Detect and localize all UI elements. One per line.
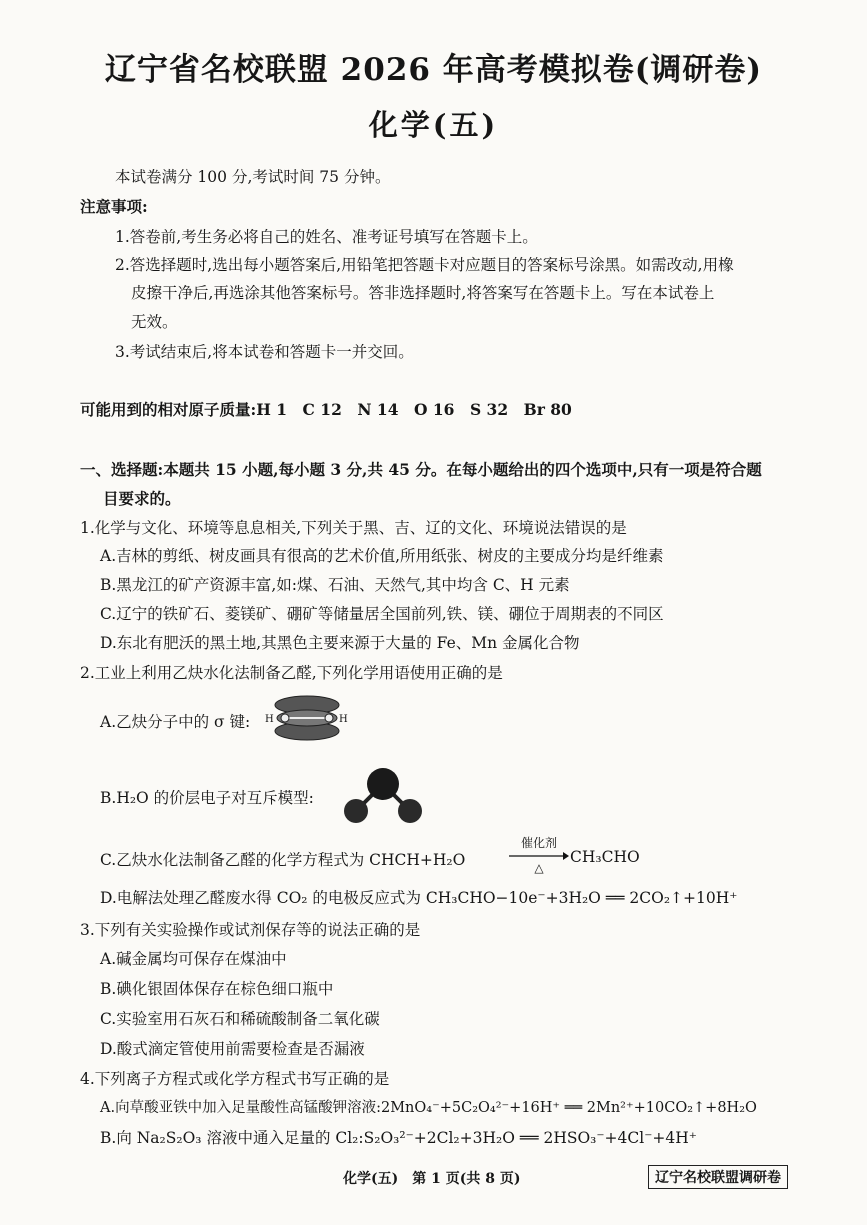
q1-option-c: C.辽宁的铁矿石、菱镁矿、硼矿等储量居全国前列,铁、镁、硼位于周期表的不同区 [100,605,664,623]
exam-intro: 本试卷满分 100 分,考试时间 75 分钟。 [115,168,391,186]
q4-stem: 4.下列离子方程式或化学方程式书写正确的是 [80,1070,390,1088]
svg-text:H: H [265,714,274,725]
q3-option-d: D.酸式滴定管使用前需要检查是否漏液 [100,1040,365,1058]
q2-option-a: A.乙炔分子中的 σ 键: [100,713,251,731]
subject-title: 化学(五) [368,108,499,142]
q3-option-a: A.碱金属均可保存在煤油中 [100,950,287,968]
q3-option-b: B.碘化银固体保存在棕色细口瓶中 [100,980,334,998]
page-title: 辽宁省名校联盟 2026 年高考模拟卷(调研卷) [104,52,763,88]
vsepr-model-figure [338,764,428,828]
section-heading-cont: 目要求的。 [103,489,181,508]
notice-heading: 注意事项: [80,197,148,216]
reaction-arrow [509,851,569,861]
q2-stem: 2.工业上利用乙炔水化法制备乙醛,下列化学用语使用正确的是 [80,664,503,682]
svg-text:H: H [339,714,348,725]
q4-option-b: B.向 Na₂S₂O₃ 溶液中通入足量的 Cl₂:S₂O₃²⁻+2Cl₂+3H₂O ══ 2HSO₃⁻+4Cl⁻+4H⁺ [100,1129,697,1147]
q1-stem: 1.化学与文化、环境等息息相关,下列关于黑、吉、辽的文化、环境说法错误的是 [80,519,627,537]
q2-option-c-product: CH₃CHO [570,848,640,866]
q2-option-d: D.电解法处理乙醛废水得 CO₂ 的电极反应式为 CH₃CHO−10e⁻+3H₂O ══ 2CO₂↑+10H⁺ [100,889,738,907]
q2-option-b: B.H₂O 的价层电子对互斥模型: [100,789,314,807]
footer-brand-box: 辽宁名校联盟调研卷 [648,1165,788,1189]
q1-option-a: A.吉林的剪纸、树皮画具有很高的艺术价值,所用纸张、树皮的主要成分均是纤维素 [100,547,664,565]
page-number: 化学(五) 第 1 页(共 8 页) [343,1171,521,1187]
section-heading: 一、选择题:本题共 15 小题,每小题 3 分,共 45 分。在每小题给出的四个选项中,只有一项是符合题 [80,460,762,479]
q1-option-b: B.黑龙江的矿产资源丰富,如:煤、石油、天然气,其中均含 C、H 元素 [100,576,570,594]
notice-item-1: 1.答卷前,考生务必将自己的姓名、准考证号填写在答题卡上。 [115,228,538,246]
atomic-mass-line: 可能用到的相对原子质量:H 1 C 12 N 14 O 16 S 32 Br 80 [80,400,572,419]
catalyst-label: 催化剂 [520,836,557,850]
notice-item-2: 2.答选择题时,选出每小题答案后,用铅笔把答题卡对应题目的答案标号涂黑。如需改动,用橡 [115,256,734,274]
notice-item-2-cont: 皮擦干净后,再选涂其他答案标号。答非选择题时,将答案写在答题卡上。写在本试卷上 [131,284,715,302]
q2-option-c: C.乙炔水化法制备乙醛的化学方程式为 CHCH+H₂O [100,851,466,869]
heat-condition: △ [534,861,544,875]
notice-item-3: 3.考试结束后,将本试卷和答题卡一并交回。 [115,343,414,361]
q4-option-a: A.向草酸亚铁中加入足量酸性高锰酸钾溶液:2MnO₄⁻+5C₂O₄²⁻+16H⁺ ══ 2Mn²⁺+10CO₂↑+8H₂O [100,1100,757,1116]
notice-item-2-end: 无效。 [131,313,178,331]
q3-option-c: C.实验室用石灰石和稀硫酸制备二氧化碳 [100,1010,380,1028]
sigma-bond-orbital-figure [263,695,353,741]
q3-stem: 3.下列有关实验操作或试剂保存等的说法正确的是 [80,921,421,939]
q1-option-d: D.东北有肥沃的黑土地,其黑色主要来源于大量的 Fe、Mn 金属化合物 [100,634,580,652]
